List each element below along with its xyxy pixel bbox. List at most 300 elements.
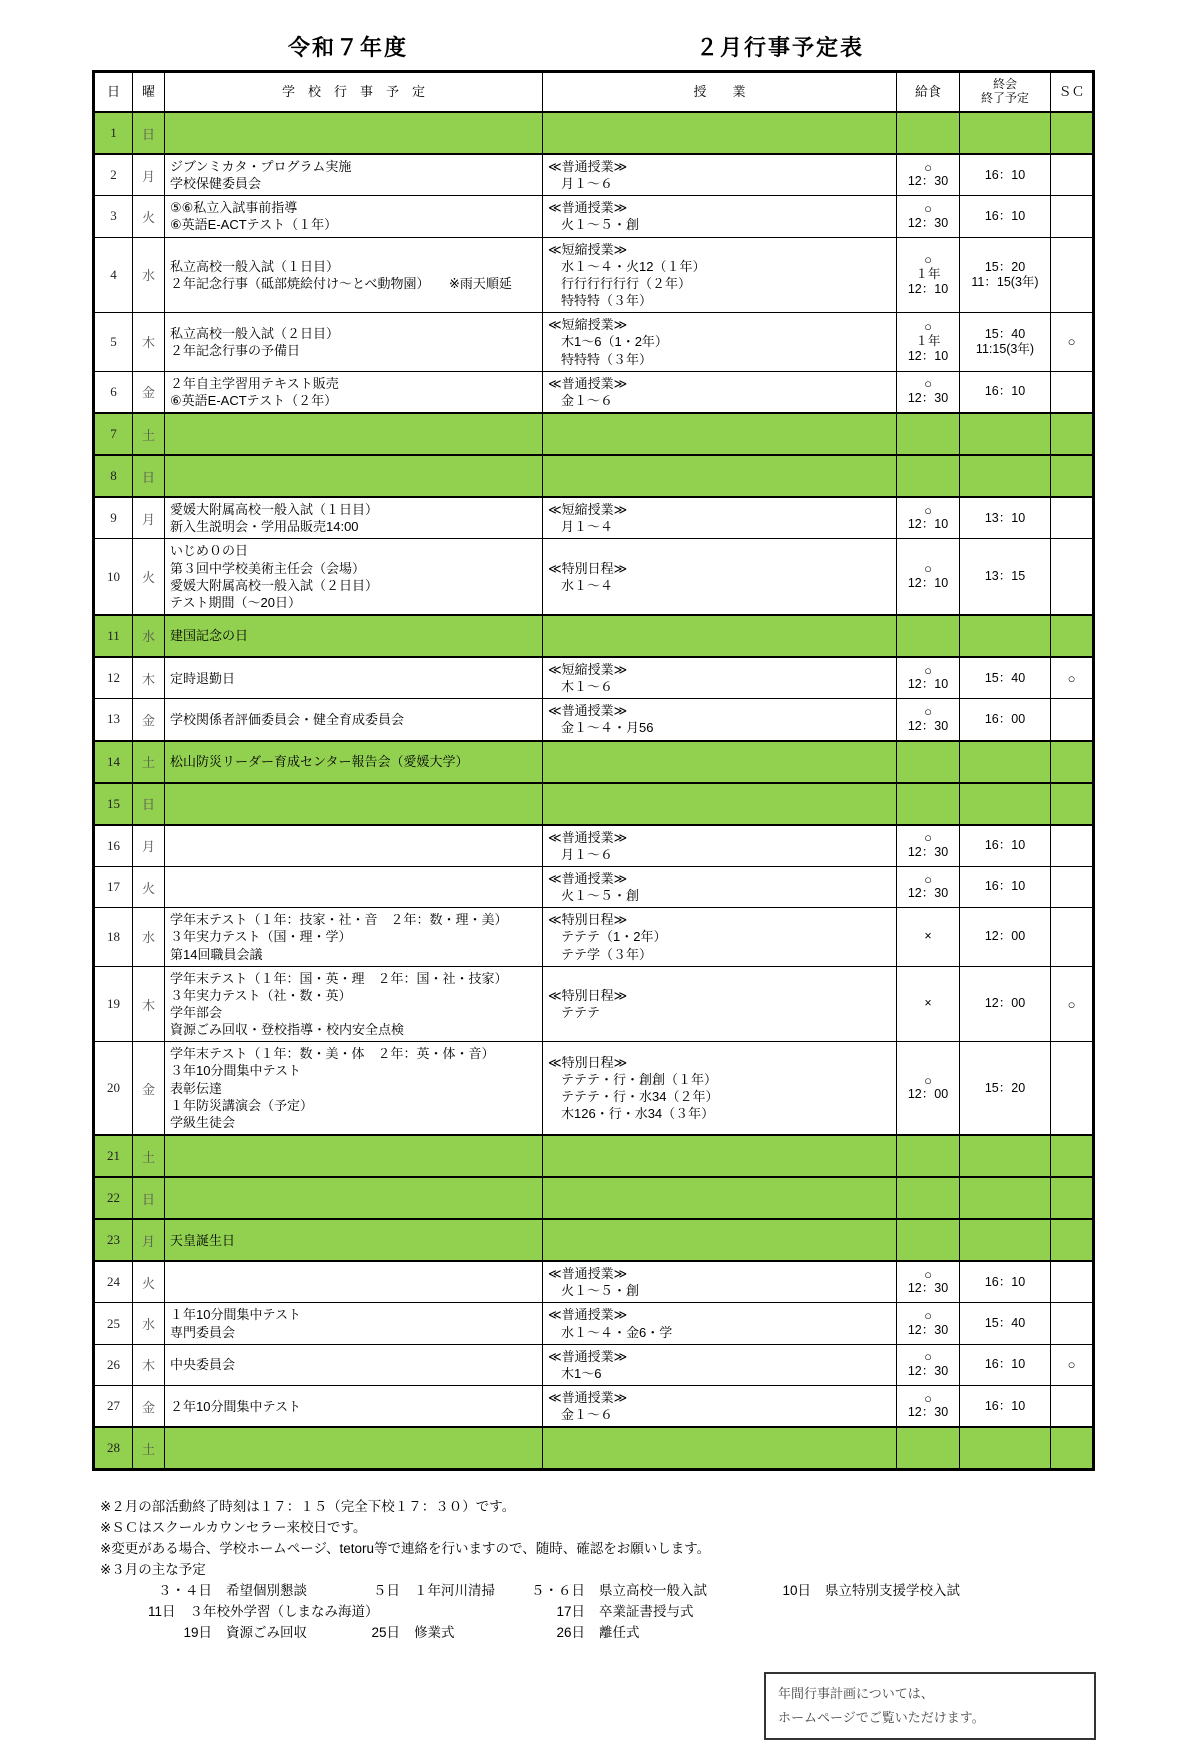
weekday-cell-line: 月	[141, 839, 155, 855]
schedule-page	[92, 26, 1092, 1740]
classes-cell-line: ≪特別日程≫	[548, 987, 628, 1003]
weekday-cell-line: 金	[141, 385, 155, 401]
end-time-cell	[960, 539, 1051, 615]
march-item	[148, 1623, 354, 1644]
events-cell-line: ２年10分間集中テスト	[170, 1398, 301, 1414]
classes-cell-line: ≪普通授業≫	[548, 159, 628, 174]
lunch-cell-line: 12：10	[907, 677, 949, 692]
table-row	[94, 657, 1094, 699]
title-bar	[92, 26, 1092, 62]
weekday-cell	[133, 741, 165, 783]
table-row	[94, 1303, 1094, 1344]
classes-cell	[543, 1344, 897, 1385]
sc-cell-line: ○	[1067, 996, 1076, 1012]
lunch-cell-line: 12：10	[907, 348, 949, 363]
fiscal-year-title: 令和７年度	[288, 35, 409, 60]
classes-cell	[543, 966, 897, 1042]
note-lines	[100, 1497, 1092, 1581]
end-time-cell	[960, 196, 1051, 237]
day-cell-line: 17	[107, 879, 120, 895]
weekday-cell-line: 月	[141, 511, 155, 527]
day-cell	[94, 657, 133, 699]
lunch-cell	[897, 657, 960, 699]
classes-cell	[543, 825, 897, 867]
march-item-day	[354, 1602, 400, 1623]
events-cell-line: いじめ０の日	[170, 543, 249, 559]
classes-cell	[543, 497, 897, 539]
day-cell	[94, 1344, 133, 1385]
lunch-cell-line: 12：30	[907, 174, 949, 189]
classes-cell-line: ≪普通授業≫	[548, 1266, 628, 1282]
events-cell	[165, 1344, 543, 1385]
sc-cell	[1051, 112, 1094, 154]
day-cell	[94, 741, 133, 783]
events-cell-line: 愛媛大附属高校一般入試（１日目）	[170, 502, 379, 518]
end-time-cell	[960, 413, 1051, 455]
classes-cell-line: テテテ（1・2年）	[561, 929, 667, 945]
events-cell-line: 学校関係者評価委員会・健全育成委員会	[170, 711, 405, 727]
end-time-cell	[960, 237, 1051, 313]
events-cell-line: 定時退勤日	[170, 670, 236, 686]
day-cell	[94, 1135, 133, 1177]
lunch-cell	[897, 455, 960, 497]
weekday-cell-line: 土	[141, 1149, 155, 1165]
classes-cell	[543, 1303, 897, 1344]
events-cell	[165, 455, 543, 497]
classes-cell	[543, 699, 897, 741]
events-cell-line: 私立高校一般入試（１日目）	[170, 258, 340, 274]
march-item	[767, 1602, 1067, 1623]
day-cell-line: 22	[107, 1190, 120, 1206]
weekday-cell-line: 木	[141, 671, 155, 687]
table-row	[94, 866, 1094, 907]
table-row	[94, 154, 1094, 196]
march-item	[148, 1602, 379, 1623]
weekday-cell-line: 金	[141, 1081, 155, 1097]
table-row	[94, 539, 1094, 615]
classes-cell	[543, 1135, 897, 1177]
events-cell	[165, 866, 543, 907]
end-time-cell	[960, 112, 1051, 154]
lunch-cell	[897, 783, 960, 825]
note-line: ※変更がある場合、学校ホームページ、tetoru等で連絡を行いますので、随時、確認をお願いします。	[100, 1541, 711, 1557]
march-row	[148, 1581, 1092, 1602]
lunch-cell-line: 12：30	[907, 1322, 949, 1337]
classes-cell	[543, 1386, 897, 1428]
events-cell	[165, 154, 543, 196]
weekday-cell	[133, 196, 165, 237]
day-cell-line: 7	[110, 426, 117, 442]
weekday-cell	[133, 154, 165, 196]
classes-cell-line: 火１～５・創	[561, 888, 640, 904]
classes-cell-line: テテテ・行・水34（２年）	[561, 1089, 719, 1105]
sc-cell	[1051, 699, 1094, 741]
events-cell	[165, 1177, 543, 1219]
table-row	[94, 699, 1094, 741]
day-cell-line: 13	[107, 711, 120, 727]
march-item-label: ３年校外学習（しまなみ海道）	[189, 1603, 379, 1619]
events-cell-line: 愛媛大附属高校一般入試（２日目）	[170, 577, 379, 593]
lunch-cell	[897, 371, 960, 413]
month-schedule-title: ２月行事予定表	[696, 35, 865, 60]
classes-cell-line: 特特特（３年）	[561, 351, 653, 367]
classes-cell	[543, 741, 897, 783]
classes-cell	[543, 908, 897, 966]
classes-cell-line: 水１～４・金6・学	[561, 1324, 673, 1340]
header-end-time: 終会 終了予定	[960, 72, 1051, 113]
lunch-cell	[897, 699, 960, 741]
sc-cell	[1051, 154, 1094, 196]
sc-cell	[1051, 966, 1094, 1042]
day-cell	[94, 539, 133, 615]
day-cell	[94, 497, 133, 539]
day-cell	[94, 908, 133, 966]
classes-cell	[543, 237, 897, 313]
day-cell-line: 1	[110, 125, 117, 140]
events-cell-line: 新入生説明会・学用品販売14:00	[170, 519, 359, 535]
day-cell	[94, 237, 133, 313]
homepage-box-line: 年間行事計画については、	[778, 1685, 934, 1701]
end-time-cell	[960, 1219, 1051, 1261]
lunch-cell-line: １年	[915, 266, 941, 281]
weekday-cell-line: 水	[141, 629, 155, 645]
table-row	[94, 1261, 1094, 1303]
sc-cell	[1051, 908, 1094, 966]
weekday-cell-line: 火	[141, 570, 155, 586]
sc-cell	[1051, 657, 1094, 699]
events-cell-line: ２年記念行事（砥部焼絵付け～とべ動物園） ※雨天順延	[170, 275, 512, 291]
sc-cell-line: ○	[1067, 670, 1076, 686]
events-cell	[165, 313, 543, 371]
end-time-cell	[960, 455, 1051, 497]
classes-cell-line: 金１～６	[561, 1407, 614, 1423]
day-cell	[94, 1303, 133, 1344]
weekday-cell	[133, 825, 165, 867]
classes-cell	[543, 657, 897, 699]
events-cell	[165, 825, 543, 867]
sc-cell	[1051, 313, 1094, 371]
events-cell-line: ⑥英語E-ACTテスト（１年）	[170, 217, 338, 233]
lunch-cell-line: 12：30	[907, 844, 949, 859]
lunch-cell-line: ○	[924, 1072, 932, 1088]
lunch-cell-line: ○	[924, 703, 932, 719]
table-row	[94, 237, 1094, 313]
weekday-cell-line: 土	[141, 1441, 155, 1457]
lunch-cell-line: 12：10	[907, 517, 949, 532]
sc-cell	[1051, 615, 1094, 657]
events-cell-line: １年10分間集中テスト	[170, 1307, 301, 1323]
day-cell	[94, 1042, 133, 1135]
events-cell	[165, 1303, 543, 1344]
end-time-cell-line: 13：15	[984, 569, 1026, 584]
weekday-cell	[133, 966, 165, 1042]
weekday-cell	[133, 1177, 165, 1219]
classes-cell	[543, 1219, 897, 1261]
sc-cell	[1051, 196, 1094, 237]
day-cell-line: 10	[107, 568, 120, 584]
classes-cell	[543, 313, 897, 371]
weekday-cell	[133, 237, 165, 313]
day-cell	[94, 783, 133, 825]
march-item	[148, 1581, 354, 1602]
end-time-cell	[960, 615, 1051, 657]
weekday-cell-line: 日	[141, 797, 155, 813]
end-time-cell-line: 16：10	[984, 1398, 1026, 1413]
day-cell-line: 26	[107, 1356, 120, 1372]
weekday-cell	[133, 908, 165, 966]
lunch-cell-line: １年	[915, 333, 941, 348]
weekday-cell-line: 火	[141, 880, 155, 896]
lunch-cell	[897, 825, 960, 867]
events-cell-line: ⑤⑥私立入試事前指導	[170, 200, 298, 216]
march-item-label: 県立高校一般入試	[599, 1583, 707, 1599]
table-row	[94, 1135, 1094, 1177]
end-time-cell-line: 13：10	[984, 510, 1026, 525]
table-row	[94, 1344, 1094, 1385]
lunch-cell	[897, 1261, 960, 1303]
classes-cell	[543, 196, 897, 237]
end-time-cell-line: 16：10	[984, 838, 1026, 853]
march-item-label: 希望個別懇談	[226, 1583, 307, 1599]
day-cell-line: 4	[110, 266, 117, 282]
weekday-cell-line: 月	[141, 1233, 155, 1249]
march-item-day	[767, 1623, 811, 1644]
classes-cell	[543, 1177, 897, 1219]
end-time-cell	[960, 657, 1051, 699]
day-cell-line: 9	[110, 510, 117, 526]
end-time-cell	[960, 908, 1051, 966]
lunch-cell	[897, 196, 960, 237]
end-time-cell	[960, 154, 1051, 196]
day-cell-line: 25	[107, 1315, 120, 1331]
note-line: ※ＳＣはスクールカウンセラー来校日です。	[100, 1520, 367, 1536]
events-cell-line: 専門委員会	[170, 1324, 236, 1340]
sc-cell	[1051, 1427, 1094, 1470]
sc-cell	[1051, 1261, 1094, 1303]
events-cell-line: 学校保健委員会	[170, 176, 262, 192]
end-time-cell-line: 16：10	[984, 879, 1026, 894]
lunch-cell-line: ○	[924, 502, 932, 518]
events-cell	[165, 371, 543, 413]
classes-cell-line: ≪特別日程≫	[548, 560, 628, 576]
end-time-cell-line: 16：00	[984, 711, 1026, 726]
day-cell-line: 3	[110, 208, 117, 224]
header-classes: 授 業	[543, 72, 897, 113]
march-item-day: 19日	[183, 1624, 212, 1640]
end-time-cell-line: 11:15(3年)	[975, 341, 1035, 356]
march-item-label: 資源ごみ回収	[226, 1624, 307, 1640]
lunch-cell	[897, 1303, 960, 1344]
sc-cell	[1051, 825, 1094, 867]
events-cell-line: 天皇誕生日	[170, 1232, 236, 1248]
lunch-cell-line: 12：30	[907, 1281, 949, 1296]
day-cell	[94, 154, 133, 196]
march-item-label: 修業式	[414, 1624, 455, 1640]
events-cell	[165, 1135, 543, 1177]
events-cell-line: 第３回中学校美術主任会（会場）	[170, 560, 366, 576]
day-cell-line: 19	[107, 996, 120, 1011]
sc-cell	[1051, 371, 1094, 413]
end-time-cell-line: 16：10	[984, 1357, 1026, 1372]
march-item-label: 離任式	[599, 1624, 640, 1640]
weekday-cell	[133, 1344, 165, 1385]
table-row	[94, 1427, 1094, 1470]
events-cell-line: ジブンミカタ・プログラム実施	[170, 159, 352, 174]
day-cell	[94, 699, 133, 741]
lunch-cell-line: ○	[924, 830, 932, 846]
events-cell-line: 学年末テスト（１年：国・英・理 ２年：国・社・技家）	[170, 970, 508, 986]
events-cell	[165, 1427, 543, 1470]
classes-cell-line: ≪特別日程≫	[548, 912, 628, 928]
lunch-cell	[897, 1135, 960, 1177]
header-weekday: 曜	[133, 72, 165, 113]
classes-cell	[543, 539, 897, 615]
day-cell	[94, 1427, 133, 1470]
note-line: ※２月の部活動終了時刻は１７：１５（完全下校１７：３０）です。	[100, 1499, 516, 1515]
table-row	[94, 783, 1094, 825]
march-item	[354, 1602, 529, 1623]
events-cell-line: ３年10分間集中テスト	[170, 1063, 301, 1079]
day-cell-line: 24	[107, 1274, 120, 1290]
lunch-cell-line: 12：30	[907, 1405, 949, 1420]
end-time-cell	[960, 1344, 1051, 1385]
weekday-cell	[133, 657, 165, 699]
end-time-cell-line: 16：10	[984, 1274, 1026, 1289]
table-row	[94, 112, 1094, 154]
classes-cell	[543, 1427, 897, 1470]
table-row	[94, 615, 1094, 657]
lunch-cell-line: 12：30	[907, 718, 949, 733]
events-cell	[165, 196, 543, 237]
day-cell-line: 23	[107, 1232, 120, 1248]
weekday-cell	[133, 455, 165, 497]
march-item-day: ５・６日	[531, 1583, 585, 1599]
note-line: ※３月の主な予定	[100, 1562, 206, 1578]
weekday-cell-line: 火	[141, 209, 155, 225]
sc-cell	[1051, 1042, 1094, 1135]
day-cell	[94, 1177, 133, 1219]
weekday-cell-line: 木	[141, 1358, 155, 1374]
end-time-cell	[960, 741, 1051, 783]
march-row	[148, 1602, 1092, 1623]
end-time-cell	[960, 1427, 1051, 1470]
day-cell	[94, 1261, 133, 1303]
day-cell-line: 27	[107, 1398, 120, 1414]
lunch-cell-line: ○	[924, 561, 932, 577]
end-time-cell	[960, 1261, 1051, 1303]
events-cell	[165, 1261, 543, 1303]
weekday-cell-line: 水	[141, 930, 155, 946]
day-cell	[94, 455, 133, 497]
day-cell	[94, 866, 133, 907]
table-row	[94, 1219, 1094, 1261]
weekday-cell	[133, 615, 165, 657]
classes-cell	[543, 112, 897, 154]
events-cell-line: 学年部会	[170, 1005, 223, 1020]
events-cell	[165, 112, 543, 154]
end-time-cell	[960, 313, 1051, 371]
classes-cell-line: 木126・行・水34（３年）	[561, 1106, 715, 1122]
lunch-cell-line: ○	[924, 1349, 932, 1365]
weekday-cell	[133, 783, 165, 825]
lunch-cell	[897, 112, 960, 154]
classes-cell	[543, 1261, 897, 1303]
march-item-day: ３・４日	[158, 1583, 212, 1599]
classes-cell-line: ≪短縮授業≫	[548, 502, 628, 518]
end-time-cell	[960, 825, 1051, 867]
classes-cell-line: 火１～５・創	[561, 217, 640, 233]
classes-cell-line: ≪普通授業≫	[548, 1348, 628, 1364]
weekday-cell	[133, 112, 165, 154]
end-time-cell-line: 15：20	[984, 1080, 1026, 1095]
events-cell-line: 中央委員会	[170, 1357, 236, 1373]
end-time-cell	[960, 1386, 1051, 1428]
march-item	[354, 1623, 529, 1644]
classes-cell-line: ≪普通授業≫	[548, 200, 628, 216]
march-item-day: 11日	[148, 1603, 176, 1619]
events-cell-line: ３年実力テスト（国・理・学）	[170, 929, 352, 945]
table-row	[94, 196, 1094, 237]
end-time-cell	[960, 783, 1051, 825]
sc-cell	[1051, 783, 1094, 825]
lunch-cell	[897, 1177, 960, 1219]
end-time-cell-line: 15：20	[984, 259, 1026, 274]
sc-cell	[1051, 237, 1094, 313]
day-cell-line: 11	[107, 627, 120, 643]
table-row	[94, 966, 1094, 1042]
weekday-cell-line: 日	[141, 469, 155, 485]
march-item-label: 卒業証書授与式	[599, 1603, 694, 1619]
lunch-cell-line: ○	[924, 159, 932, 175]
day-cell-line: 28	[107, 1440, 120, 1456]
march-row	[148, 1623, 1092, 1644]
lunch-cell-line: ○	[924, 871, 932, 887]
classes-cell-line: テテテ・行・創創（１年）	[561, 1072, 718, 1088]
classes-cell-line: ≪普通授業≫	[548, 829, 628, 845]
sc-cell	[1051, 497, 1094, 539]
lunch-cell-line: ×	[924, 996, 932, 1011]
classes-cell-line: 特特特（３年）	[561, 293, 653, 309]
table-row	[94, 908, 1094, 966]
lunch-cell	[897, 908, 960, 966]
classes-cell-line: ≪普通授業≫	[548, 1307, 628, 1323]
march-schedule	[148, 1581, 1092, 1644]
day-cell	[94, 1386, 133, 1428]
homepage-info-box	[764, 1672, 1096, 1740]
end-time-cell	[960, 497, 1051, 539]
classes-cell	[543, 615, 897, 657]
day-cell-line: 18	[107, 928, 120, 944]
day-cell	[94, 371, 133, 413]
march-item-label: 県立特別支援学校入試	[825, 1583, 960, 1599]
sc-cell	[1051, 1386, 1094, 1428]
events-cell-line: ３年実力テスト（社・数・英）	[170, 987, 352, 1003]
day-cell-line: 12	[107, 670, 120, 686]
classes-cell	[543, 866, 897, 907]
end-time-cell-line: 16：10	[984, 208, 1026, 223]
classes-cell-line: 月１～６	[561, 176, 614, 192]
march-item-day: 25日	[371, 1624, 400, 1640]
march-item-day: 17日	[556, 1603, 585, 1619]
day-cell-line: 2	[110, 167, 117, 183]
classes-cell-line: テテテ	[561, 1005, 601, 1020]
weekday-cell-line: 水	[141, 1317, 155, 1333]
lunch-cell	[897, 539, 960, 615]
header-events: 学 校 行 事 予 定	[165, 72, 543, 113]
sc-cell	[1051, 1344, 1094, 1385]
weekday-cell	[133, 1042, 165, 1135]
events-cell	[165, 413, 543, 455]
